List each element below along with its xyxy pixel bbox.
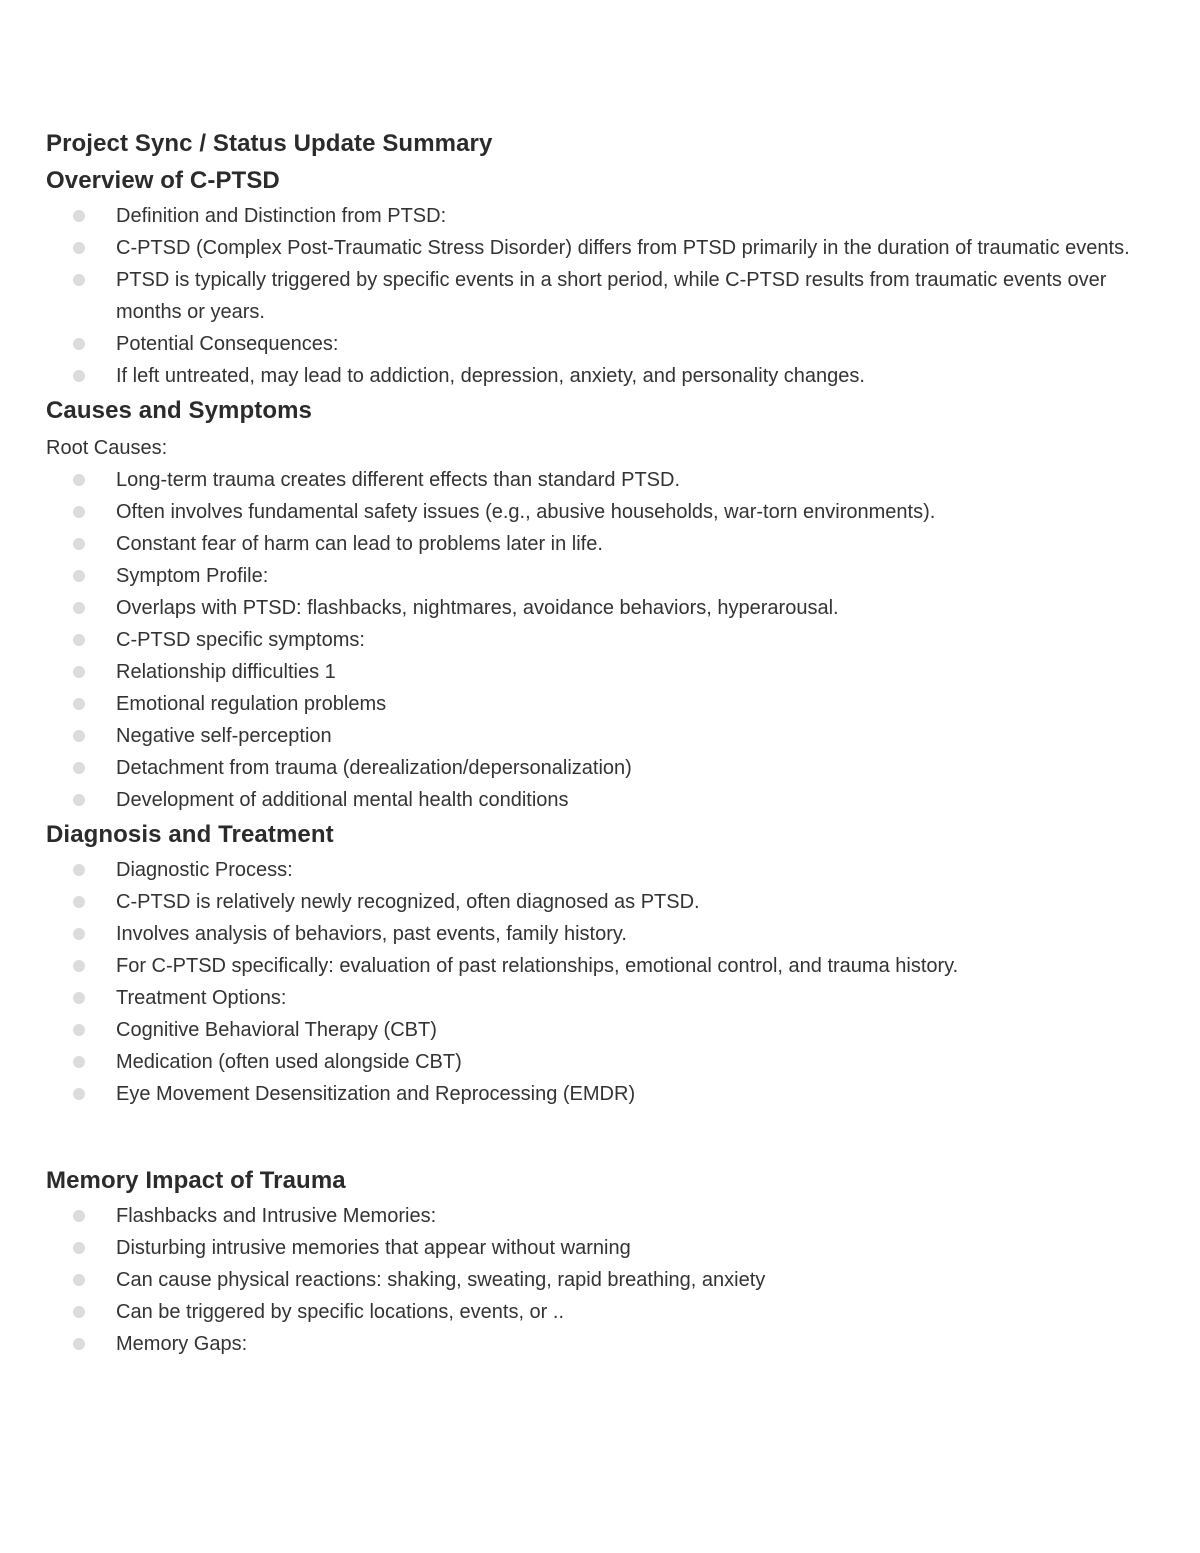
list-item	[46, 688, 1166, 720]
list-item-text: Long-term trauma creates different effects than standard PTSD.	[116, 469, 680, 491]
list-item	[46, 624, 1166, 656]
list-item	[46, 1200, 1166, 1232]
bullet-icon	[73, 666, 85, 678]
list-item	[46, 592, 1166, 624]
list-item	[46, 918, 1166, 950]
bullet-icon	[73, 992, 85, 1004]
bullet-icon	[73, 210, 85, 222]
section-heading: Memory Impact of Trauma	[46, 1167, 346, 1194]
bullet-icon	[73, 1056, 85, 1068]
list-item	[46, 886, 1166, 918]
list-item-text: Treatment Options:	[116, 987, 287, 1009]
bullet-icon	[73, 1210, 85, 1222]
bullet-icon	[73, 1024, 85, 1036]
bullet-icon	[73, 1242, 85, 1254]
list-item-text: Medication (often used alongside CBT)	[116, 1051, 462, 1073]
list-item-text: Eye Movement Desensitization and Reprocessing (EMDR)	[116, 1083, 636, 1105]
section-causes-symptoms	[46, 392, 1166, 816]
list-item	[46, 264, 1166, 328]
bullet-icon	[73, 506, 85, 518]
list-item-text: Flashbacks and Intrusive Memories:	[116, 1205, 437, 1227]
list-item-text: Often involves fundamental safety issues (e.g., abusive households, war-torn environments).	[116, 501, 936, 523]
bullet-icon	[73, 274, 85, 286]
list-item	[46, 656, 1166, 688]
list-item-text: Can be triggered by specific locations, events, or ..	[116, 1301, 565, 1323]
list-item-text: Development of additional mental health conditions	[116, 789, 569, 811]
bullet-icon	[73, 928, 85, 940]
bullet-icon	[73, 1306, 85, 1318]
list-item-text: C-PTSD is relatively newly recognized, often diagnosed as PTSD.	[116, 891, 700, 913]
bullet-icon	[73, 1274, 85, 1286]
list-item	[46, 1264, 1166, 1296]
list-item-text: C-PTSD specific symptoms:	[116, 629, 365, 651]
list-item-text: Constant fear of harm can lead to problems later in life.	[116, 533, 603, 555]
list-item-text: Symptom Profile:	[116, 565, 269, 587]
section-intro: Root Causes:	[46, 437, 168, 459]
bullet-icon	[73, 730, 85, 742]
bullet-icon	[73, 1338, 85, 1350]
section-overview	[46, 162, 1166, 392]
list-item	[46, 464, 1166, 496]
bullet-icon	[73, 242, 85, 254]
bullet-icon	[73, 960, 85, 972]
list-item	[46, 1014, 1166, 1046]
bullet-icon	[73, 762, 85, 774]
list-item-text: Memory Gaps:	[116, 1333, 248, 1355]
list-item-text: Definition and Distinction from PTSD:	[116, 205, 447, 227]
list-item	[46, 328, 1166, 360]
list-item	[46, 1296, 1166, 1328]
list-item-text: If left untreated, may lead to addiction, depression, anxiety, and personality changes.	[116, 365, 865, 387]
section-memory-impact	[46, 1162, 1166, 1360]
list-item-text: For C-PTSD specifically: evaluation of past relationships, emotional control, and trauma history.	[116, 955, 959, 977]
bullet-icon	[73, 570, 85, 582]
document-title: Project Sync / Status Update Summary	[46, 130, 493, 157]
bullet-icon	[73, 1088, 85, 1100]
section-heading: Diagnosis and Treatment	[46, 821, 334, 848]
list-item-text: Diagnostic Process:	[116, 859, 293, 881]
bullet-icon	[73, 474, 85, 486]
bullet-list	[46, 200, 1166, 392]
list-item	[46, 1046, 1166, 1078]
bullet-list	[46, 464, 1166, 816]
list-item	[46, 528, 1166, 560]
list-item-text: PTSD is typically triggered by specific events in a short period, while C-PTSD results from traumatic events over months or years.	[116, 269, 1107, 323]
bullet-list	[46, 1200, 1166, 1360]
list-item-text: Emotional regulation problems	[116, 693, 387, 715]
list-item	[46, 496, 1166, 528]
bullet-icon	[73, 602, 85, 614]
list-item-text: C-PTSD (Complex Post-Traumatic Stress Disorder) differs from PTSD primarily in the duration of traumatic events.	[116, 237, 1130, 259]
list-item	[46, 950, 1166, 982]
bullet-icon	[73, 794, 85, 806]
bullet-list	[46, 854, 1166, 1110]
list-item-text: Can cause physical reactions: shaking, sweating, rapid breathing, anxiety	[116, 1269, 766, 1291]
section-heading: Causes and Symptoms	[46, 397, 312, 424]
section-diagnosis-treatment	[46, 816, 1166, 1110]
list-item	[46, 982, 1166, 1014]
list-item	[46, 200, 1166, 232]
list-item	[46, 360, 1166, 392]
list-item-text: Disturbing intrusive memories that appear without warning	[116, 1237, 631, 1259]
bullet-icon	[73, 864, 85, 876]
list-item	[46, 720, 1166, 752]
list-item-text: Overlaps with PTSD: flashbacks, nightmares, avoidance behaviors, hyperarousal.	[116, 597, 839, 619]
bullet-icon	[73, 338, 85, 350]
list-item-text: Involves analysis of behaviors, past events, family history.	[116, 923, 627, 945]
document-page	[46, 126, 1166, 1360]
bullet-icon	[73, 896, 85, 908]
section-heading: Overview of C-PTSD	[46, 167, 280, 194]
bullet-icon	[73, 634, 85, 646]
list-item-text: Potential Consequences:	[116, 333, 339, 355]
list-item	[46, 232, 1166, 264]
bullet-icon	[73, 538, 85, 550]
list-item-text: Relationship difficulties 1	[116, 661, 336, 683]
list-item	[46, 854, 1166, 886]
list-item	[46, 1078, 1166, 1110]
list-item	[46, 1328, 1166, 1360]
bullet-icon	[73, 698, 85, 710]
list-item	[46, 560, 1166, 592]
list-item	[46, 784, 1166, 816]
list-item-text: Negative self-perception	[116, 725, 332, 747]
list-item-text: Detachment from trauma (derealization/depersonalization)	[116, 757, 632, 779]
bullet-icon	[73, 370, 85, 382]
list-item-text: Cognitive Behavioral Therapy (CBT)	[116, 1019, 437, 1041]
list-item	[46, 1232, 1166, 1264]
list-item	[46, 752, 1166, 784]
